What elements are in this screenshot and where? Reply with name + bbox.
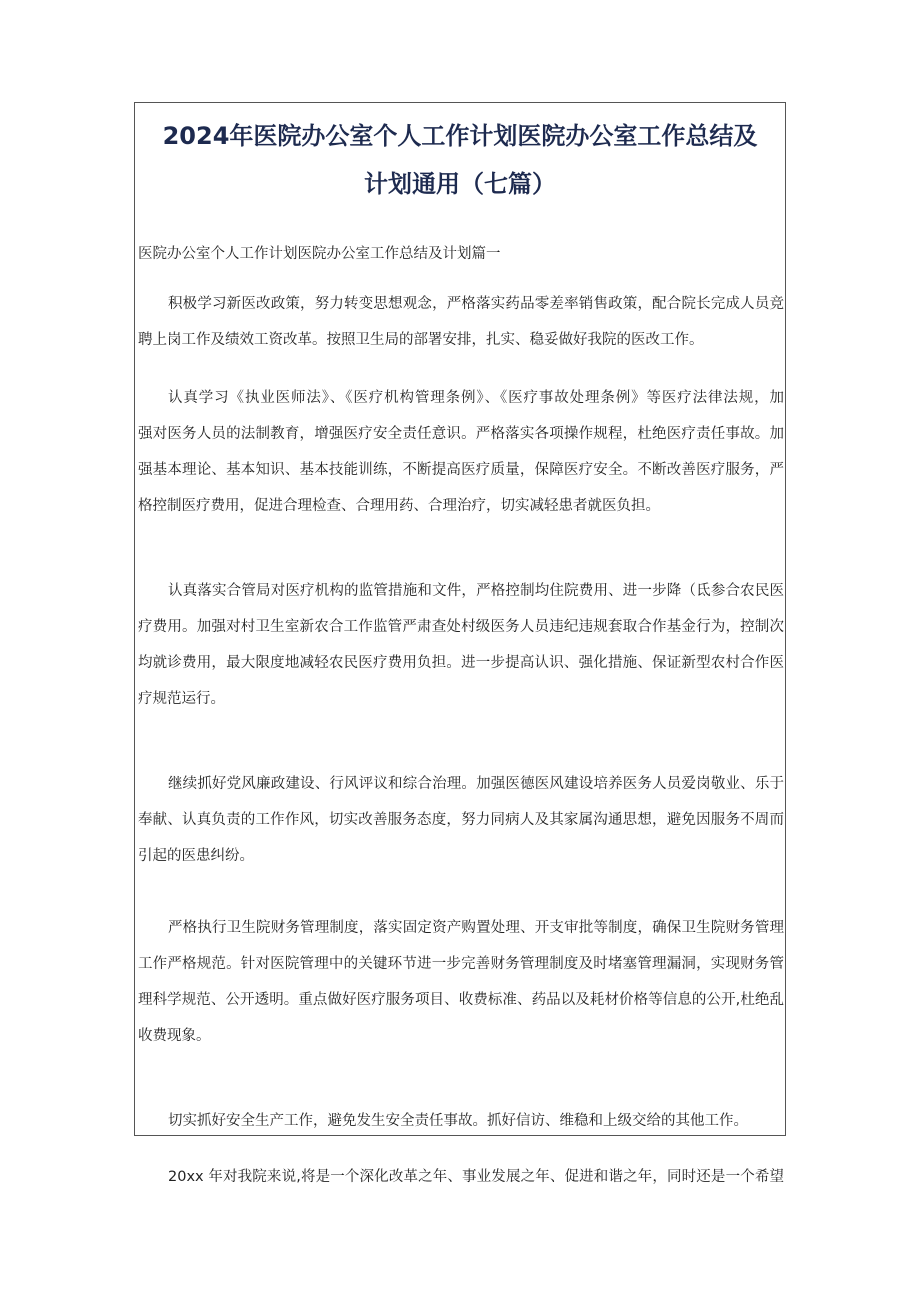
title-line-1: 2024年医院办公室个人工作计划医院办公室工作总结及 — [162, 122, 758, 150]
paragraph-line: 认真学习《执业医师法》、《医疗机构管理条例》、《医疗事故处理条例》等医疗法律法规，加 — [168, 390, 784, 406]
paragraph-line: 20xx 年对我院来说,将是一个深化改革之年、事业发展之年、促进和谐之年，同时还是一个希望 — [168, 1169, 784, 1185]
paragraph-line: 格控制医疗费用，促进合理检查、合理用药、合理治疗，切实减轻患者就医负担。 — [138, 498, 660, 514]
paragraph-line: 继续抓好党风廉政建设、行风评议和综合治理。加强医德医风建设培养医务人员爱岗敬业、乐于 — [168, 776, 784, 792]
paragraph-line: 均就诊费用，最大限度地减轻农民医疗费用负担。进一步提高认识、强化措施、保证新型农村合作医 — [138, 655, 784, 671]
paragraph-line: 严格执行卫生院财务管理制度，落实固定资产购置处理、开支审批等制度，确保卫生院财务管理 — [168, 920, 784, 936]
paragraph-line: 强对医务人员的法制教育，增强医疗安全责任意识。严格落实各项操作规程，杜绝医疗责任事故。加 — [138, 426, 784, 442]
paragraph-line: 切实抓好安全生产工作，避免发生安全责任事故。抓好信访、维稳和上级交给的其他工作。 — [168, 1113, 748, 1129]
paragraph-line: 疗费用。加强对村卫生室新农合工作监管严肃查处村级医务人员违纪违规套取合作基金行为，控制次 — [138, 619, 784, 635]
paragraph-5 — [138, 910, 784, 1054]
document-title — [134, 112, 786, 208]
paragraph-line: 强基本理论、基本知识、基本技能训练，不断提高医疗质量，保障医疗安全。不断改善医疗服务，严 — [138, 462, 784, 478]
paragraph-line: 收费现象。 — [138, 1028, 211, 1044]
paragraph-4 — [138, 766, 784, 874]
paragraph-line: 积极学习新医改政策，努力转变思想观念，严格落实药品零差率销售政策，配合院长完成人员竞 — [168, 296, 784, 312]
continuation-paragraph — [138, 1159, 784, 1195]
paragraph-6 — [138, 1103, 784, 1139]
paragraph-line: 疗规范运行。 — [138, 691, 225, 707]
paragraph-line: 聘上岗工作及绩效工资改革。按照卫生局的部署安排，扎实、稳妥做好我院的医改工作。 — [138, 332, 704, 348]
section-heading: 医院办公室个人工作计划医院办公室工作总结及计划篇一 — [138, 246, 501, 262]
title-line-2: 计划通用（七篇） — [364, 170, 556, 198]
paragraph-3 — [138, 573, 784, 717]
paragraph-line: 认真落实合管局对医疗机构的监管措施和文件，严格控制均住院费用、进一步降（氐参合农民医 — [168, 583, 784, 599]
paragraph-1 — [138, 286, 784, 358]
paragraph-line: 工作严格规范。针对医院管理中的关键环节进一步完善财务管理制度及时堵塞管理漏洞，实现财务管 — [138, 956, 784, 972]
paragraph-2 — [138, 380, 784, 524]
paragraph-line: 引起的医患纠纷。 — [138, 848, 254, 864]
paragraph-line: 奉献、认真负责的工作作风，切实改善服务态度，努力同病人及其家属沟通思想，避免因服务不周而 — [138, 812, 784, 828]
paragraph-line: 理科学规范、公开透明。重点做好医疗服务项目、收费标准、药品以及耗材价格等信息的公开,杜绝乱 — [138, 992, 784, 1008]
